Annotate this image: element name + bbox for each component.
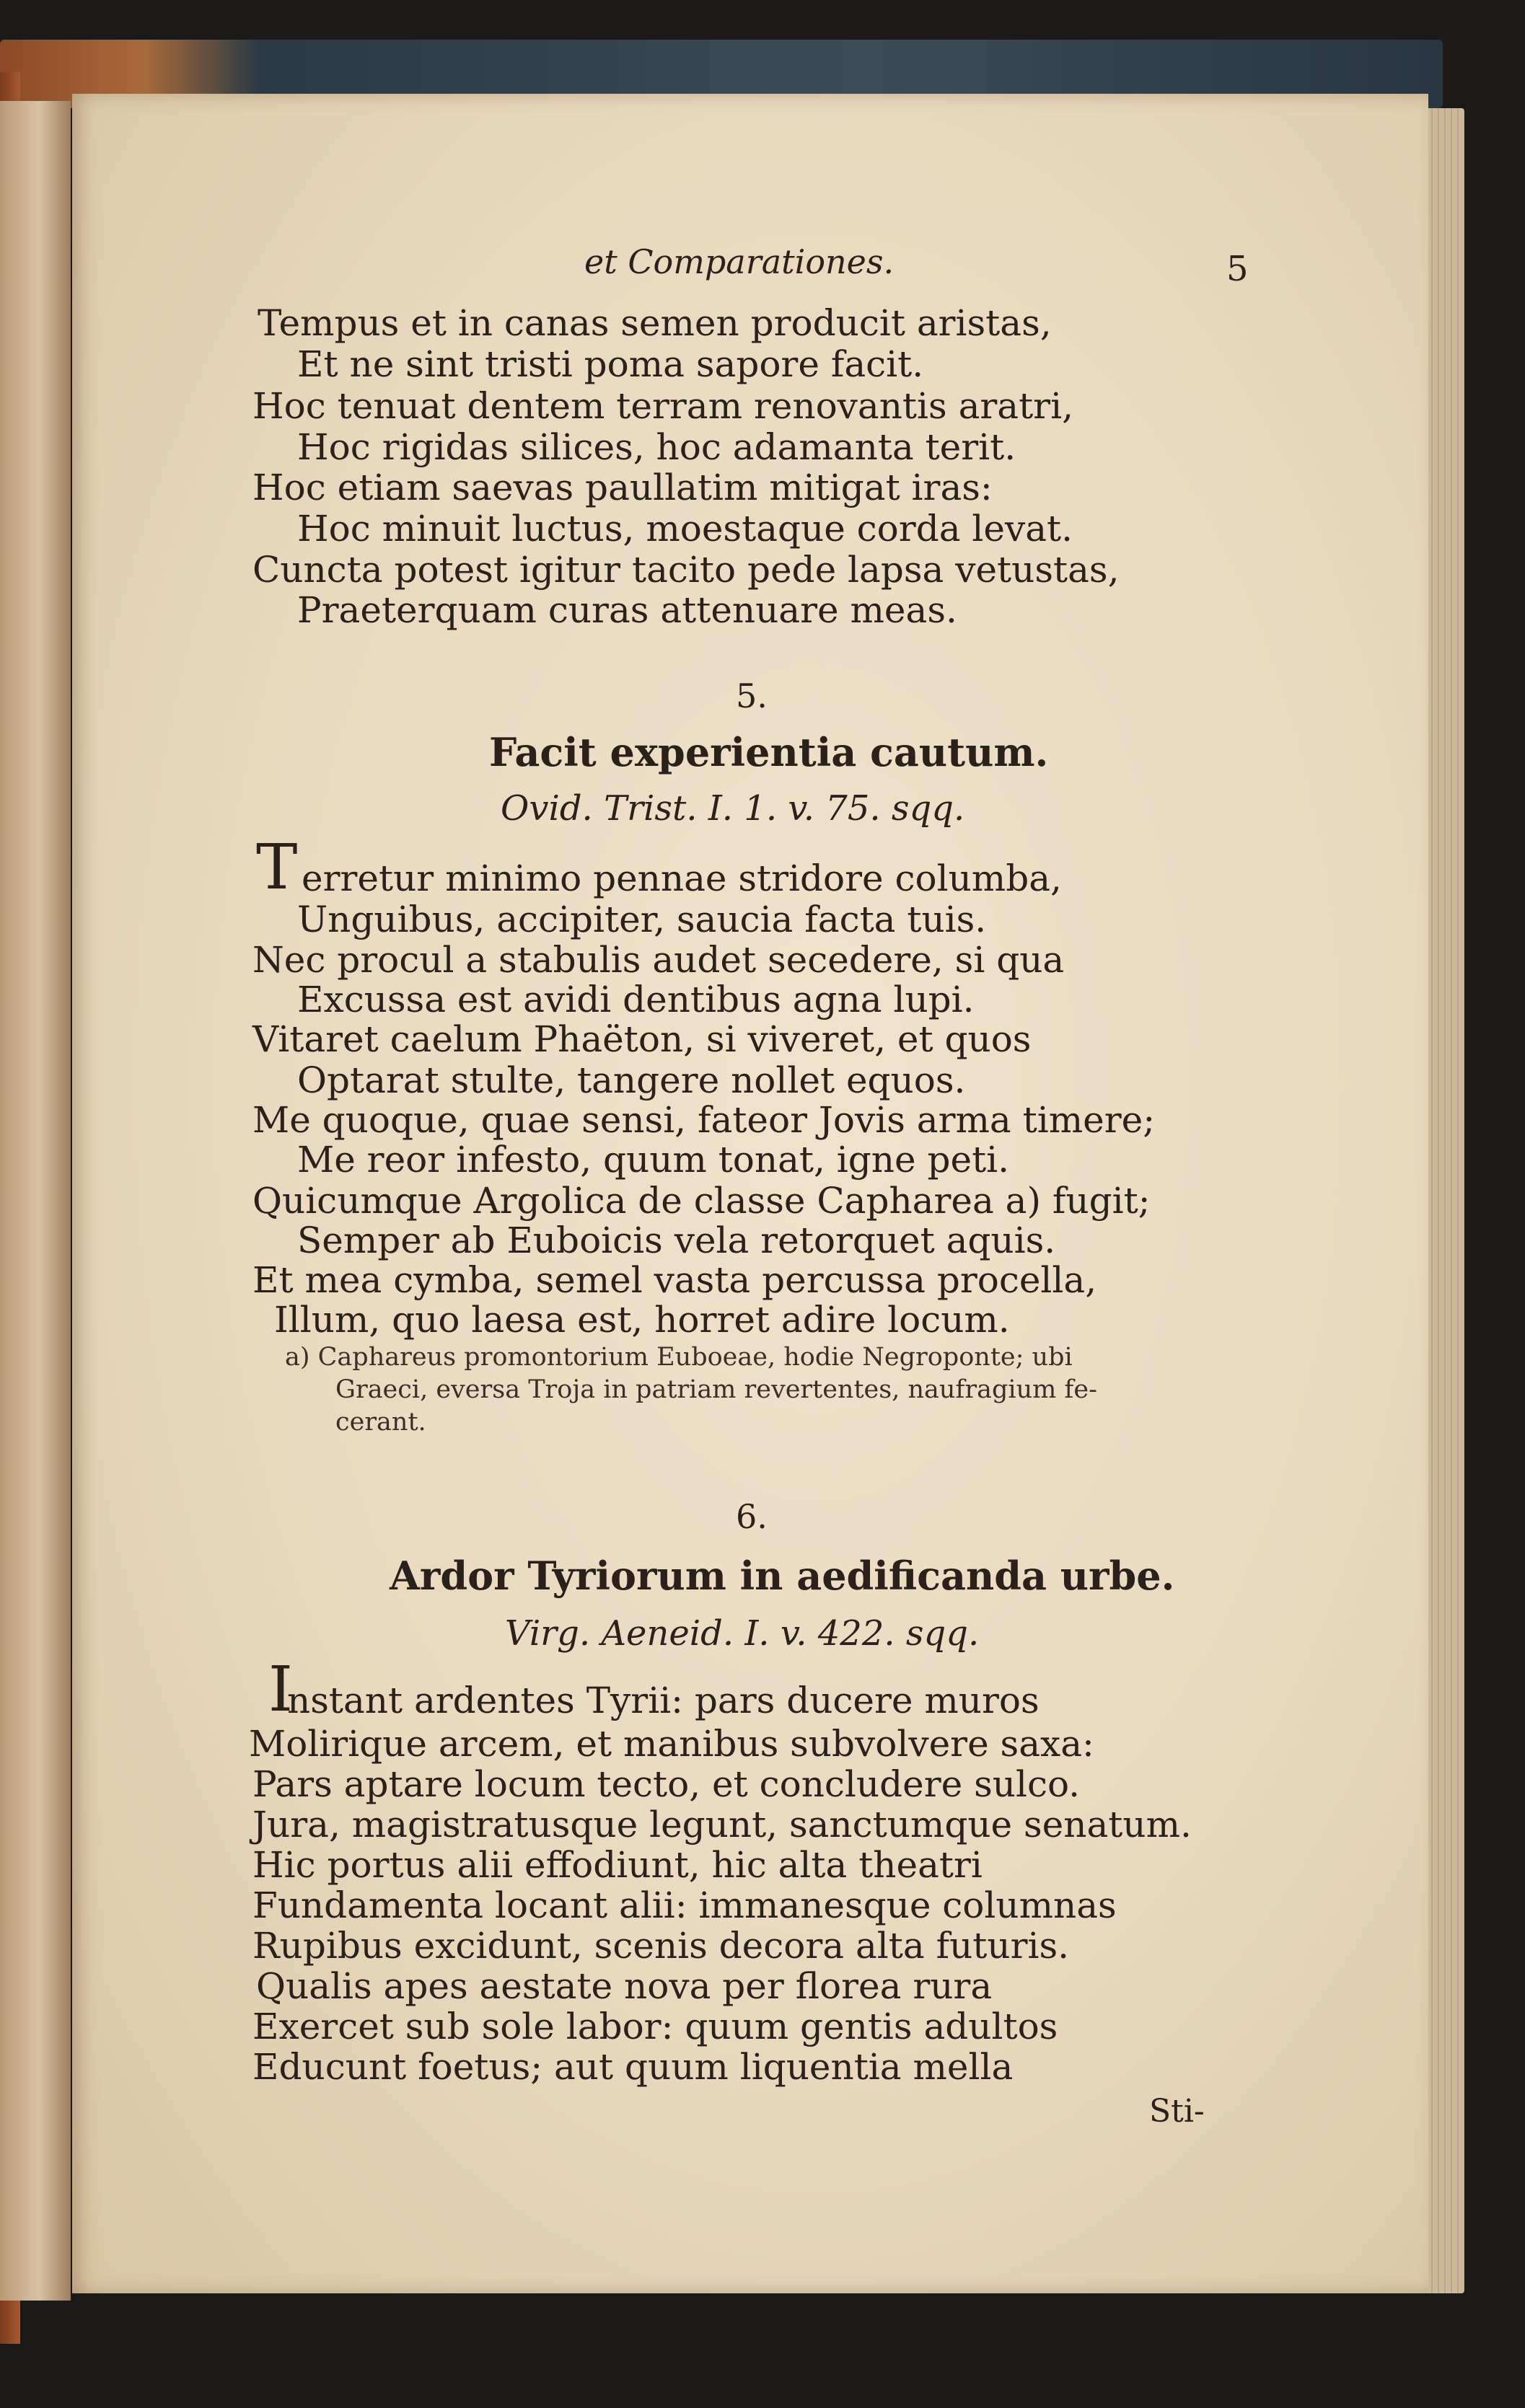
verse-line: Et mea cymba, semel vasta percussa procella, — [252, 1259, 1097, 1301]
verse-line: Hoc tenuat dentem terram renovantis aratri, — [252, 385, 1073, 427]
verse-line: Educunt foetus; aut quum liquentia mella — [252, 2046, 1014, 2088]
verse-line: Molirique arcem, et manibus subvolvere saxa: — [249, 1723, 1094, 1765]
section-title: Ardor Tyriorum in aedificanda urbe. — [390, 1553, 1175, 1599]
verse-line: Hoc etiam saevas paullatim mitigat iras: — [252, 467, 993, 508]
verse-line: nstant ardentes Tyrii: pars ducere muros — [287, 1680, 1040, 1721]
footnote-line: cerant. — [335, 1408, 426, 1437]
section-citation: Ovid. Trist. I. 1. v. 75. sqq. — [501, 788, 965, 829]
verse-line: Me quoque, quae sensi, fateor Jovis arma timere; — [252, 1099, 1156, 1141]
verse-line: Praeterquam curas attenuare meas. — [297, 589, 957, 631]
verse-line: Optarat stulte, tangere nollet equos. — [297, 1059, 966, 1101]
verse-line: Tempus et in canas semen producit aristas, — [258, 302, 1052, 344]
verse-line: erretur minimo pennae stridore columba, — [302, 857, 1062, 899]
verse-line: Hoc rigidas silices, hoc adamanta terit. — [297, 426, 1016, 468]
drop-cap: I — [268, 1654, 293, 1726]
verse-line: Hic portus alii effodiunt, hic alta theatri — [252, 1844, 983, 1886]
verse-line: Me reor infesto, quum tonat, igne peti. — [297, 1139, 1010, 1181]
verse-line: Cuncta potest igitur tacito pede lapsa vetustas, — [252, 549, 1120, 591]
verse-line: Semper ab Euboicis vela retorquet aquis. — [297, 1220, 1056, 1261]
drop-cap: T — [256, 832, 298, 904]
section-number: 6. — [736, 1497, 768, 1536]
verse-line: Hoc minuit luctus, moestaque corda levat. — [297, 508, 1073, 550]
verse-line: Excussa est avidi dentibus agna lupi. — [297, 979, 975, 1020]
section-number: 5. — [736, 676, 768, 715]
verse-line: Pars aptare locum tecto, et concludere sulco. — [252, 1763, 1081, 1805]
page-number: 5 — [1226, 249, 1249, 289]
facing-page-edge — [0, 101, 71, 2301]
section-citation: Virg. Aeneid. I. v. 422. sqq. — [505, 1613, 980, 1654]
verse-line: Exercet sub sole labor: quum gentis adultos — [252, 2006, 1058, 2047]
verse-line: Unguibus, accipiter, saucia facta tuis. — [297, 899, 987, 940]
verse-line: Quicumque Argolica de classe Capharea a) fugit; — [252, 1180, 1151, 1222]
verse-line: Jura, magistratusque legunt, sanctumque senatum. — [252, 1804, 1192, 1845]
catchword: Sti- — [1149, 2093, 1205, 2130]
verse-line: Et ne sint tristi poma sapore facit. — [297, 343, 924, 385]
verse-line: Fundamenta locant alii: immanesque columnas — [252, 1884, 1117, 1926]
verse-line: Vitaret caelum Phaëton, si viveret, et quos — [252, 1018, 1032, 1060]
verse-line: Illum, quo laesa est, horret adire locum. — [274, 1299, 1010, 1341]
verse-line: Qualis apes aestate nova per florea rura — [256, 1965, 993, 2007]
footnote-line: Graeci, eversa Troja in patriam revertentes, naufragium fe- — [335, 1375, 1097, 1404]
verse-line: Nec procul a stabulis audet secedere, si qua — [252, 939, 1065, 981]
section-title: Facit experientia cautum. — [489, 729, 1049, 775]
footnote-line: a) Caphareus promontorium Euboeae, hodie Negroponte; ubi — [285, 1343, 1073, 1372]
verse-line: Rupibus excidunt, scenis decora alta futuris. — [252, 1925, 1070, 1967]
running-header: et Comparationes. — [584, 242, 895, 281]
